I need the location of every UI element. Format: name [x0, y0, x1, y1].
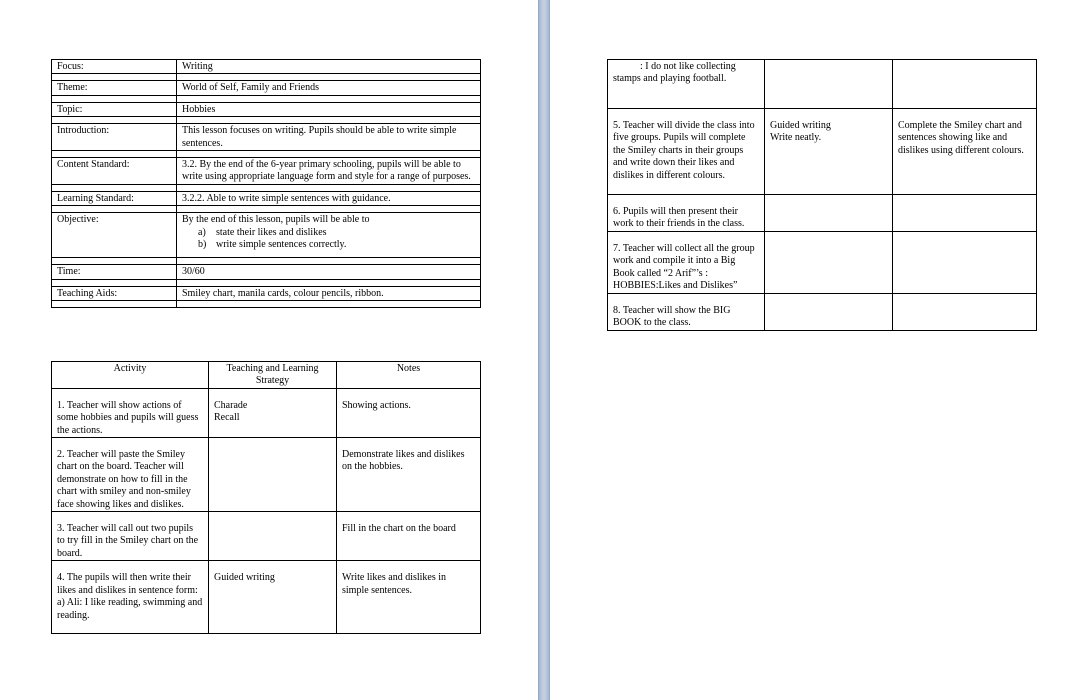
time-row — [52, 265, 481, 279]
strategy-cell — [765, 294, 893, 331]
activity-cell — [608, 232, 765, 294]
activity-cell — [52, 561, 209, 634]
activity-text: 2. Teacher will paste the Smiley chart on the board. Teacher will demonstrate on how to fill in the chart with smiley and non-smiley face showing likes and dislikes. — [57, 449, 191, 510]
activity-cell — [52, 388, 209, 437]
learning-standard-value: 3.2.2. Able to write simple sentences with guidance. — [177, 191, 481, 205]
strategy-cell — [765, 195, 893, 232]
learning-standard-label: Learning Standard: — [52, 191, 177, 205]
document-page-left — [0, 0, 538, 700]
activity-table-continued — [607, 59, 1037, 331]
activity-text: 3. Teacher will call out two pupils to try fill in the Smiley chart on the board. — [57, 523, 199, 559]
activity-text: 6. Pupils will then present their work to their friends in the class. — [613, 206, 745, 230]
objective-intro: By the end of this lesson, pupils will be able to — [182, 214, 370, 226]
strategy-line: Recall — [214, 412, 240, 424]
focus-label: Focus: — [52, 60, 177, 74]
notes-cell — [893, 232, 1037, 294]
focus-row — [52, 60, 481, 74]
time-label: Time: — [52, 265, 177, 279]
activity-row — [608, 195, 1037, 232]
separator-row — [52, 301, 481, 308]
activity-cell — [608, 109, 765, 195]
activity-text: : I do not like collecting stamps and playing football. — [613, 61, 736, 85]
strategy-cell — [209, 388, 337, 437]
topic-value: Hobbies — [177, 102, 481, 116]
strategy-cell — [209, 438, 337, 512]
activity-cell — [608, 294, 765, 331]
notes-text: Complete the Smiley chart and sentences showing like and dislikes using different colours. — [898, 120, 1024, 156]
notes-text: Write likes and dislikes in simple sentences. — [342, 572, 447, 596]
activity-text: 1. Teacher will show actions of some hobbies and pupils will guess the actions. — [57, 399, 199, 436]
notes-cell — [337, 438, 481, 512]
objective-marker: b) — [198, 239, 207, 251]
notes-cell — [337, 512, 481, 561]
notes-header: Notes — [337, 362, 481, 389]
strategy-cell — [765, 60, 893, 109]
activity-table — [51, 361, 481, 634]
separator-row — [52, 184, 481, 191]
focus-value: Writing — [177, 60, 481, 74]
separator-row — [52, 206, 481, 213]
activity-line: a) Ali: I like reading, swimming and reading. — [57, 597, 203, 621]
introduction-value: This lesson focuses on writing. Pupils should be able to write simple sentences. — [177, 124, 481, 151]
objective-list — [198, 227, 475, 252]
activity-header: Activity — [52, 362, 209, 389]
content-standard-row — [52, 158, 481, 185]
activity-header-row — [52, 362, 481, 389]
notes-cell — [337, 388, 481, 437]
strategy-line: Guided writing — [214, 572, 275, 584]
content-standard-value: 3.2. By the end of the 6-year primary schooling, pupils will be able to write using appropriate language form and style for a range of purposes. — [177, 158, 481, 185]
separator-row — [52, 151, 481, 158]
separator-row — [52, 117, 481, 124]
objective-text: state their likes and dislikes — [216, 226, 327, 238]
strategy-cell — [209, 512, 337, 561]
objective-marker: a) — [198, 226, 206, 238]
activity-cell — [52, 438, 209, 512]
topic-row — [52, 102, 481, 116]
teaching-aids-value: Smiley chart, manila cards, colour pencils, ribbon. — [177, 286, 481, 300]
strategy-header: Teaching and Learning Strategy — [209, 362, 337, 389]
activity-row — [608, 232, 1037, 294]
theme-value: World of Self, Family and Friends — [177, 81, 481, 95]
activity-cell — [608, 195, 765, 232]
objective-item — [198, 239, 475, 251]
separator-row — [52, 258, 481, 265]
notes-cell — [893, 294, 1037, 331]
separator-row — [52, 95, 481, 102]
activity-row — [52, 561, 481, 634]
objective-text: write simple sentences correctly. — [216, 239, 347, 251]
document-page-right — [550, 0, 1089, 700]
objective-label: Objective: — [52, 213, 177, 258]
objective-row — [52, 213, 481, 258]
lesson-info-table — [51, 59, 481, 308]
introduction-row — [52, 124, 481, 151]
strategy-line: Charade — [214, 399, 248, 411]
objective-item — [198, 227, 475, 239]
teaching-aids-label: Teaching Aids: — [52, 286, 177, 300]
notes-text: Fill in the chart on the board — [342, 523, 456, 535]
strategy-line: Guided writing — [770, 120, 831, 131]
objective-value — [177, 213, 481, 258]
activity-cell — [52, 512, 209, 561]
activity-row — [608, 109, 1037, 195]
theme-label: Theme: — [52, 81, 177, 95]
activity-line: 4. The pupils will then write their likes and dislikes in sentence form: — [57, 572, 198, 596]
teaching-aids-row — [52, 286, 481, 300]
activity-row — [52, 438, 481, 512]
notes-cell — [893, 109, 1037, 195]
page-gutter — [538, 0, 550, 700]
strategy-cell — [765, 232, 893, 294]
time-value: 30/60 — [177, 265, 481, 279]
content-standard-label: Content Standard: — [52, 158, 177, 185]
notes-cell — [893, 195, 1037, 232]
introduction-label: Introduction: — [52, 124, 177, 151]
separator-row — [52, 74, 481, 81]
separator-row — [52, 279, 481, 286]
notes-text: Showing actions. — [342, 399, 411, 411]
activity-cell — [608, 60, 765, 109]
activity-row — [608, 294, 1037, 331]
activity-row — [52, 512, 481, 561]
activity-text: 7. Teacher will collect all the group work and compile it into a Big Book called “2 Arif”’s : HOBBIES:Likes and Dislikes” — [613, 243, 755, 292]
notes-text: Demonstrate likes and dislikes on the hobbies. — [342, 449, 465, 473]
activity-text: 8. Teacher will show the BIG BOOK to the class. — [613, 305, 731, 329]
strategy-cell — [209, 561, 337, 634]
theme-row — [52, 81, 481, 95]
activity-row — [608, 60, 1037, 109]
activity-row — [52, 388, 481, 437]
strategy-cell — [765, 109, 893, 195]
activity-text: 5. Teacher will divide the class into five groups. Pupils will complete the Smiley charts in their groups and write down their likes and dislikes in different colours. — [613, 120, 755, 181]
learning-standard-row — [52, 191, 481, 205]
strategy-line: Write neatly. — [770, 132, 822, 144]
topic-label: Topic: — [52, 102, 177, 116]
notes-cell — [337, 561, 481, 634]
notes-cell — [893, 60, 1037, 109]
